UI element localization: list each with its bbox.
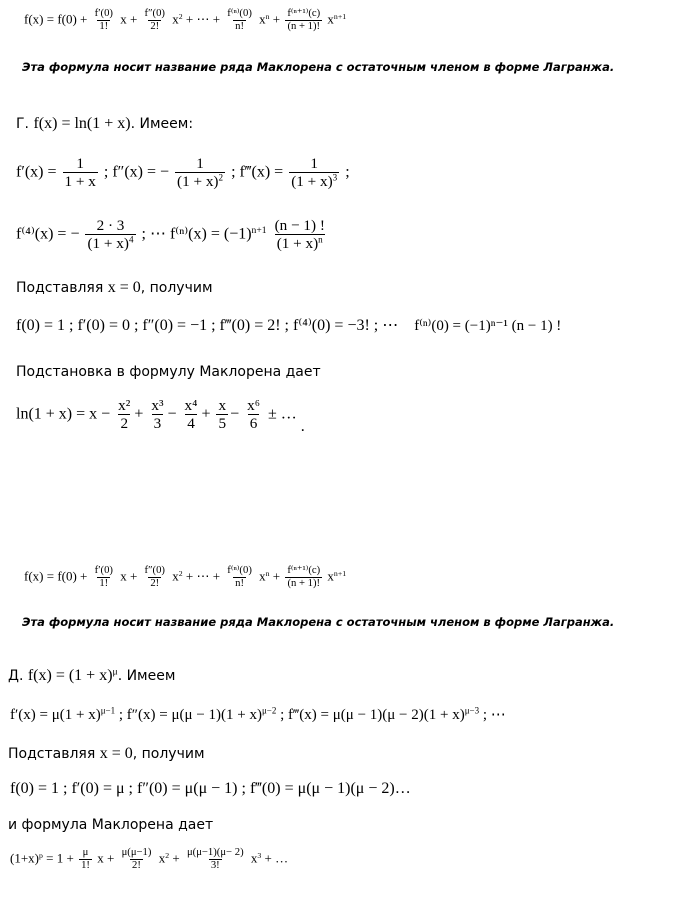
maclaurin-caption-2: Эта формула носит название ряда Маклорена с остаточным членом в форме Лагранжа.	[22, 615, 615, 629]
section-d-series: $(1+x)^p = 1$ + $\frac{\mu}{1!}$ x + $\frac{\mu(\mu-1)}{2!}$ $x^2$ + $\frac{\mu(\mu-1)(\mu- 2)}{3!}$ $x^3$ + …	[10, 847, 289, 872]
maclaurin-caption-1: Эта формула носит название ряда Маклорена с остаточным членом в форме Лагранжа.	[22, 60, 615, 74]
section-g-function: f(x) = ln(1 + x)	[33, 115, 131, 132]
section-d-derivatives: $f'(x) = \mu(1 + x)^{\mu-1}$ ; $f''(x) = \mu(\mu - 1)(1 + x)^{\mu-2}$ ; f‴(x) = $\mu(\mu - 1)(\mu - 2)(1 + x)^{\mu-3}$ ; ⋯	[10, 705, 506, 723]
section-d-substitution: Подставляя x = 0, получим	[8, 745, 205, 762]
section-g-header	[16, 116, 193, 132]
section-d-header: Д. $f(x) = (1 + x)^\mu$. Имеем	[8, 666, 176, 684]
section-g-series: ln(1 + x) = x − $\frac{\text{x²}}{2}$ + $\frac{\text{x³}}{3}$ − $\frac{\text{x⁴}}{4}$ + $\frac{x}{5}$ − $\frac{\text{x⁶}}{6}$ ± … .	[16, 397, 305, 435]
maclaurin-formula-1: f(x) = f(0) + $\frac{f'(0)}{1!}$ x + $\frac{f''(0)}{2!}$ $x^2$ + ⋯ + $\frac{\text{f⁽ⁿ⁾(0)}}{n!}$ $x^n$ + $\frac{\text{f⁽ⁿ⁺¹⁾(c)}}{(n + 1)!}$ $x^{n+1}$	[24, 8, 347, 33]
section-g-label: Г.	[16, 116, 29, 132]
section-d-into-formula: и формула Маклорена дает	[8, 817, 214, 833]
maclaurin-formula-2: f(x) = f(0) + $\frac{f'(0)}{1!}$ x + $\frac{f''(0)}{2!}$ $x^2$ + ⋯ + $\frac{\text{f⁽ⁿ⁾(0)}}{n!}$ $x^n$ + $\frac{\text{f⁽ⁿ⁺¹⁾(c)}}{(n + 1)!}$ $x^{n+1}$	[24, 565, 347, 590]
section-g-into-formula: Подстановка в формулу Маклорена дает	[16, 364, 321, 380]
section-g-derivatives-2: f⁽⁴⁾(x) = − $\frac{2 \cdot 3}{(1 + x)^4}$ ; ⋯ $f^{(n)}(x) = (-1)^{n+1}$ $\frac{(n - 1) !}{(1 + x)^n}$	[16, 217, 325, 253]
section-g-substitution: Подставляя x = 0, получим	[16, 279, 213, 296]
section-d-values: f(0) = 1 ; f′(0) = μ ; f″(0) = μ(μ − 1) ; f‴(0) = μ(μ − 1)(μ − 2)…	[10, 780, 411, 797]
section-g-values: f(0) = 1 ; f′(0) = 0 ; f″(0) = −1 ; f‴(0) = 2! ; f⁽⁴⁾(0) = −3! ; ⋯ f⁽ⁿ⁾(0) = (−1)ⁿ⁻¹ (n − 1) !	[16, 317, 562, 334]
section-g-derivatives-1: f′(x) = $\frac{1}{1 + x}$ ; f″(x) = − $\frac{1}{(1 + x)^2}$ ; f‴(x) = $\frac{1}{(1 + x)^3}$ ;	[16, 155, 350, 191]
formula-lhs: f(x) = f(0) +	[24, 11, 88, 27]
section-d-label: Д.	[8, 668, 24, 684]
section-d-function: $f(x) = (1 + x)^\mu$	[27, 666, 118, 684]
section-g-have: . Имеем:	[130, 116, 194, 132]
